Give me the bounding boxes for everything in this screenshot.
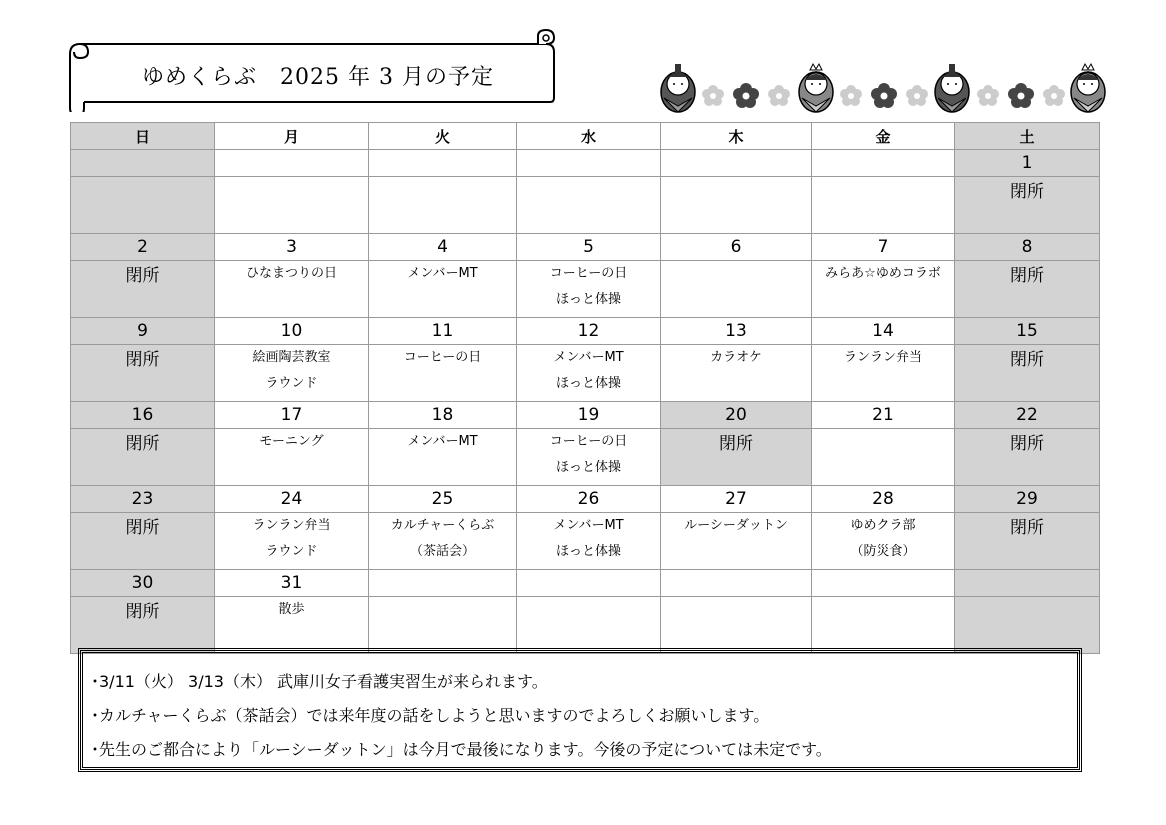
event-cell (517, 261, 661, 318)
event-label: ゆめクラ部 (850, 518, 916, 533)
event-cell (71, 429, 215, 486)
event-label: みらあ☆ゆめコラボ (825, 266, 941, 281)
date-number: 29 (955, 486, 1100, 513)
event-label: ほっと体操 (555, 460, 621, 475)
hina-doll-decoration (658, 62, 1108, 120)
event-label: メンバーMT (407, 434, 478, 449)
event-cell (955, 177, 1100, 234)
event-label: ラウンド (265, 544, 318, 559)
event-cell (71, 261, 215, 318)
event-cell (369, 429, 517, 486)
date-number: 17 (215, 402, 369, 429)
event-label: ひなまつりの日 (245, 266, 337, 281)
date-number: 31 (215, 570, 369, 597)
calendar-table (70, 122, 1100, 654)
event-cell (661, 597, 812, 654)
date-number (661, 570, 812, 597)
date-row (71, 234, 1100, 261)
event-row (71, 597, 1100, 654)
event-row (71, 261, 1100, 318)
event-label: コーヒーの日 (549, 266, 628, 281)
date-number: 7 (812, 234, 955, 261)
note-item: ･3/11（火） 3/13（木） 武庫川女子看護実習生が来られます。 (91, 672, 548, 691)
event-cell (369, 513, 517, 570)
date-number: 24 (215, 486, 369, 513)
date-number: 16 (71, 402, 215, 429)
notes-box (78, 648, 1082, 772)
event-cell (215, 261, 369, 318)
date-number (517, 570, 661, 597)
event-cell (369, 345, 517, 402)
page-title: ゆめくらぶ 2025 年 3 月の予定 (142, 64, 494, 90)
date-number: 2 (71, 234, 215, 261)
event-cell (71, 177, 215, 234)
event-label: 絵画陶芸教室 (252, 350, 331, 365)
event-row (71, 177, 1100, 234)
event-cell (215, 597, 369, 654)
date-row (71, 150, 1100, 177)
date-number: 26 (517, 486, 661, 513)
event-cell (369, 177, 517, 234)
event-label: ランラン弁当 (843, 350, 922, 365)
closed-label: 閉所 (125, 434, 160, 454)
date-number (215, 150, 369, 177)
event-cell (661, 345, 812, 402)
date-number: 3 (215, 234, 369, 261)
weekday-tuesday: 火 (369, 123, 517, 150)
date-number: 30 (71, 570, 215, 597)
event-label: ルーシーダットン (684, 518, 788, 533)
date-number: 6 (661, 234, 812, 261)
date-number: 18 (369, 402, 517, 429)
closed-label: 閉所 (125, 518, 160, 538)
event-label: ほっと体操 (555, 544, 621, 559)
event-cell (955, 261, 1100, 318)
date-number (517, 150, 661, 177)
date-number: 21 (812, 402, 955, 429)
event-cell (71, 513, 215, 570)
event-cell (955, 429, 1100, 486)
event-label: ランラン弁当 (252, 518, 331, 533)
date-number: 5 (517, 234, 661, 261)
weekday-sunday: 日 (71, 123, 215, 150)
event-cell (369, 597, 517, 654)
closed-label: 閉所 (125, 350, 160, 370)
date-number (71, 150, 215, 177)
date-row (71, 570, 1100, 597)
event-label: コーヒーの日 (403, 350, 482, 365)
event-cell (812, 513, 955, 570)
event-label: ほっと体操 (555, 292, 621, 307)
event-cell (955, 513, 1100, 570)
event-cell (812, 345, 955, 402)
date-number (812, 570, 955, 597)
event-cell (517, 345, 661, 402)
date-number: 20 (661, 402, 812, 429)
closed-label: 閉所 (1010, 518, 1044, 538)
date-number: 28 (812, 486, 955, 513)
date-number: 4 (369, 234, 517, 261)
weekday-saturday: 土 (955, 123, 1100, 150)
event-cell (955, 597, 1100, 654)
closed-label: 閉所 (1010, 266, 1044, 286)
event-cell (661, 177, 812, 234)
event-cell (812, 261, 955, 318)
event-row (71, 429, 1100, 486)
weekday-thursday: 木 (661, 123, 812, 150)
date-number (369, 150, 517, 177)
date-number (812, 150, 955, 177)
closed-label: 閉所 (125, 266, 160, 286)
event-cell (661, 429, 812, 486)
date-row (71, 486, 1100, 513)
event-cell (215, 513, 369, 570)
event-label: （茶話会） (409, 544, 475, 559)
date-number: 23 (71, 486, 215, 513)
date-number (369, 570, 517, 597)
date-number: 12 (517, 318, 661, 345)
event-cell (812, 429, 955, 486)
event-label: カラオケ (710, 350, 762, 365)
date-number: 11 (369, 318, 517, 345)
date-number: 9 (71, 318, 215, 345)
event-label: ほっと体操 (555, 376, 621, 391)
closed-label: 閉所 (1010, 182, 1044, 202)
event-cell (812, 597, 955, 654)
calendar-body (71, 150, 1100, 654)
event-label: メンバーMT (553, 350, 624, 365)
event-cell (661, 261, 812, 318)
closed-label: 閉所 (1010, 350, 1044, 370)
date-row (71, 318, 1100, 345)
event-cell (517, 597, 661, 654)
date-number: 22 (955, 402, 1100, 429)
closed-label: 閉所 (1010, 434, 1044, 454)
event-label: 散歩 (278, 602, 305, 617)
date-number: 27 (661, 486, 812, 513)
weekday-friday: 金 (812, 123, 955, 150)
date-number: 10 (215, 318, 369, 345)
event-label: コーヒーの日 (549, 434, 628, 449)
event-cell (517, 513, 661, 570)
event-cell (369, 261, 517, 318)
note-item: ･先生のご都合により「ルーシーダットン」は今月で最後になります。今後の予定については未定です。 (91, 740, 832, 759)
date-number: 19 (517, 402, 661, 429)
event-label: メンバーMT (553, 518, 624, 533)
event-label: モーニング (259, 434, 324, 449)
event-label: ラウンド (265, 376, 318, 391)
weekday-monday: 月 (215, 123, 369, 150)
event-cell (71, 345, 215, 402)
event-row (71, 345, 1100, 402)
event-cell (517, 177, 661, 234)
event-cell (215, 345, 369, 402)
weekday-header-row (71, 123, 1100, 150)
date-number: 1 (955, 150, 1100, 177)
date-number: 13 (661, 318, 812, 345)
event-cell (71, 597, 215, 654)
event-cell (215, 177, 369, 234)
date-number (955, 570, 1100, 597)
event-cell (812, 177, 955, 234)
closed-label: 閉所 (125, 602, 160, 622)
event-label: カルチャーくらぶ (390, 518, 495, 533)
date-row (71, 402, 1100, 429)
event-cell (661, 513, 812, 570)
date-number: 14 (812, 318, 955, 345)
note-item: ･カルチャーくらぶ（茶話会）では来年度の話をしようと思いますのでよろしくお願いします。 (91, 706, 770, 725)
event-cell (955, 345, 1100, 402)
date-number: 8 (955, 234, 1100, 261)
event-row (71, 513, 1100, 570)
date-number: 15 (955, 318, 1100, 345)
event-label: メンバーMT (407, 266, 478, 281)
weekday-wednesday: 水 (517, 123, 661, 150)
event-cell (215, 429, 369, 486)
event-cell (517, 429, 661, 486)
date-number (661, 150, 812, 177)
date-number: 25 (369, 486, 517, 513)
closed-label: 閉所 (719, 434, 753, 454)
event-label: （防災食） (850, 544, 916, 559)
